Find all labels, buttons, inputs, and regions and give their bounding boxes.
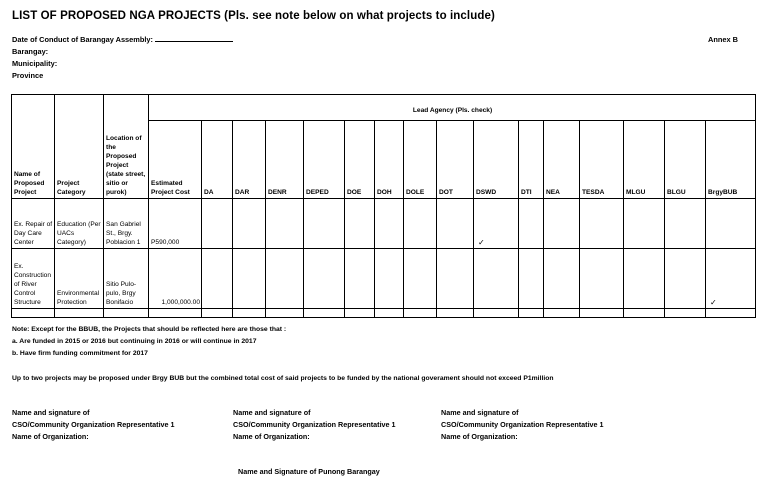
cell-check[interactable] bbox=[266, 199, 304, 249]
cell-check[interactable] bbox=[665, 199, 706, 249]
cell-check[interactable] bbox=[345, 249, 375, 309]
agency-dot: DOT bbox=[437, 121, 474, 199]
agency-dole: DOLE bbox=[404, 121, 437, 199]
province-label: Province bbox=[12, 71, 44, 80]
agency-denr: DENR bbox=[266, 121, 304, 199]
cell-empty[interactable] bbox=[519, 309, 544, 318]
col-header-name bbox=[12, 95, 55, 199]
cell-empty[interactable] bbox=[149, 309, 202, 318]
punong-barangay-signature: Name and Signature of Punong Barangay bbox=[238, 467, 380, 476]
barangay-label: Barangay: bbox=[12, 47, 49, 56]
col-header-name-text: Name of Proposed Project bbox=[14, 171, 45, 196]
cell-empty[interactable] bbox=[304, 309, 345, 318]
cell-check[interactable] bbox=[375, 249, 404, 309]
cell-project-location: San Gabriel St., Brgy. Poblacion 1 bbox=[104, 199, 149, 249]
signature-block-1 bbox=[12, 407, 175, 443]
cell-check[interactable] bbox=[519, 199, 544, 249]
signature-label: Name and signature of bbox=[12, 408, 90, 417]
cell-empty[interactable] bbox=[665, 309, 706, 318]
signature-block-2 bbox=[233, 407, 396, 443]
cell-check[interactable] bbox=[202, 199, 233, 249]
cell-check[interactable] bbox=[437, 199, 474, 249]
assembly-date-blank[interactable] bbox=[155, 35, 233, 42]
cell-empty[interactable] bbox=[55, 309, 104, 318]
cell-empty[interactable] bbox=[12, 309, 55, 318]
cell-empty[interactable] bbox=[437, 309, 474, 318]
checkmark-brgybub[interactable]: ✓ bbox=[706, 249, 756, 309]
cell-check[interactable] bbox=[233, 249, 266, 309]
cell-check[interactable] bbox=[437, 249, 474, 309]
cell-check[interactable] bbox=[404, 199, 437, 249]
organization-label: Name of Organization: bbox=[441, 432, 518, 441]
note-b: b. Have firm funding commitment for 2017 bbox=[12, 350, 148, 357]
organization-label: Name of Organization: bbox=[12, 432, 89, 441]
cell-empty[interactable] bbox=[706, 309, 756, 318]
organization-label: Name of Organization: bbox=[233, 432, 310, 441]
agency-da: DA bbox=[202, 121, 233, 199]
col-header-category bbox=[55, 95, 104, 199]
assembly-date-label-text: Date of Conduct of Barangay Assembly: bbox=[12, 35, 153, 44]
cell-empty[interactable] bbox=[624, 309, 665, 318]
cell-empty[interactable] bbox=[104, 309, 149, 318]
cell-check[interactable] bbox=[544, 249, 580, 309]
cell-check[interactable] bbox=[266, 249, 304, 309]
signature-label: Name and signature of bbox=[441, 408, 519, 417]
lead-agency-header: Lead Agency (Pls. check) bbox=[149, 95, 756, 121]
signature-label: Name and signature of bbox=[233, 408, 311, 417]
cell-empty[interactable] bbox=[580, 309, 624, 318]
agency-doh: DOH bbox=[375, 121, 404, 199]
col-header-cost: Estimated Project Cost bbox=[149, 121, 202, 199]
agency-mlgu: MLGU bbox=[624, 121, 665, 199]
cell-check[interactable] bbox=[233, 199, 266, 249]
assembly-date-label bbox=[12, 35, 233, 44]
cell-check[interactable] bbox=[580, 199, 624, 249]
signature-role: CSO/Community Organization Representative 1 bbox=[233, 420, 396, 429]
agency-dti: DTI bbox=[519, 121, 544, 199]
cell-check[interactable] bbox=[474, 249, 519, 309]
cell-check[interactable] bbox=[304, 249, 345, 309]
municipality-label: Municipality: bbox=[12, 59, 58, 68]
cell-check[interactable] bbox=[304, 199, 345, 249]
cell-empty[interactable] bbox=[202, 309, 233, 318]
cell-check[interactable] bbox=[519, 249, 544, 309]
cell-project-cost: P590,000 bbox=[149, 199, 202, 249]
cell-check[interactable] bbox=[202, 249, 233, 309]
col-header-location bbox=[104, 95, 149, 199]
cell-empty[interactable] bbox=[474, 309, 519, 318]
agency-brgybub: BrgyBUB bbox=[706, 121, 756, 199]
table-row bbox=[12, 199, 756, 249]
page-title: LIST OF PROPOSED NGA PROJECTS (Pls. see note below on what projects to include) bbox=[12, 10, 495, 22]
cell-check[interactable] bbox=[624, 199, 665, 249]
agency-blgu: BLGU bbox=[665, 121, 706, 199]
checkmark-dswd[interactable]: ✓ bbox=[474, 199, 519, 249]
cell-empty[interactable] bbox=[266, 309, 304, 318]
cell-check[interactable] bbox=[544, 199, 580, 249]
cell-project-location: Sitio Pulo-pulo, Brgy Bonifacio bbox=[104, 249, 149, 309]
cell-check[interactable] bbox=[665, 249, 706, 309]
col-header-location-text: Location of the Proposed Project (state street, sitio or purok) bbox=[106, 135, 146, 196]
cell-empty[interactable] bbox=[404, 309, 437, 318]
note-a: a. Are funded in 2015 or 2016 but continuing in 2016 or will continue in 2017 bbox=[12, 338, 257, 345]
signature-block-3 bbox=[441, 407, 604, 443]
agency-doe: DOE bbox=[345, 121, 375, 199]
cell-check[interactable] bbox=[580, 249, 624, 309]
projects-table bbox=[11, 94, 756, 318]
cell-project-category: Environmental Protection bbox=[55, 249, 104, 309]
cell-project-name: Ex. Repair of Day Care Center bbox=[12, 199, 55, 249]
cell-check[interactable] bbox=[404, 249, 437, 309]
cell-project-category: Education (Per UACs Category) bbox=[55, 199, 104, 249]
signature-role: CSO/Community Organization Representative 1 bbox=[441, 420, 604, 429]
agency-deped: DEPED bbox=[304, 121, 345, 199]
agency-dar: DAR bbox=[233, 121, 266, 199]
cell-empty[interactable] bbox=[345, 309, 375, 318]
cell-check[interactable] bbox=[345, 199, 375, 249]
note-intro: Note: Except for the BBUB, the Projects that should be reflected here are those that : bbox=[12, 326, 287, 333]
table-row bbox=[12, 249, 756, 309]
cell-project-name: Ex. Construction of River Control Structure bbox=[12, 249, 55, 309]
agency-nea: NEA bbox=[544, 121, 580, 199]
agency-tesda: TESDA bbox=[580, 121, 624, 199]
cell-empty[interactable] bbox=[375, 309, 404, 318]
table-row-empty bbox=[12, 309, 756, 318]
col-header-category-text: Project Category bbox=[57, 180, 86, 196]
cell-empty[interactable] bbox=[544, 309, 580, 318]
cell-check[interactable] bbox=[624, 249, 665, 309]
cell-project-cost: 1,000,000.00 bbox=[149, 249, 202, 309]
cell-check[interactable] bbox=[706, 199, 756, 249]
agency-dswd: DSWD bbox=[474, 121, 519, 199]
cell-empty[interactable] bbox=[233, 309, 266, 318]
cell-check[interactable] bbox=[375, 199, 404, 249]
annex-label: Annex B bbox=[708, 35, 738, 44]
signature-role: CSO/Community Organization Representative 1 bbox=[12, 420, 175, 429]
note-limit: Up to two projects may be proposed under Brgy BUB but the combined total cost of said projects to be funded by the national goverament should not exceed P1million bbox=[12, 375, 554, 382]
